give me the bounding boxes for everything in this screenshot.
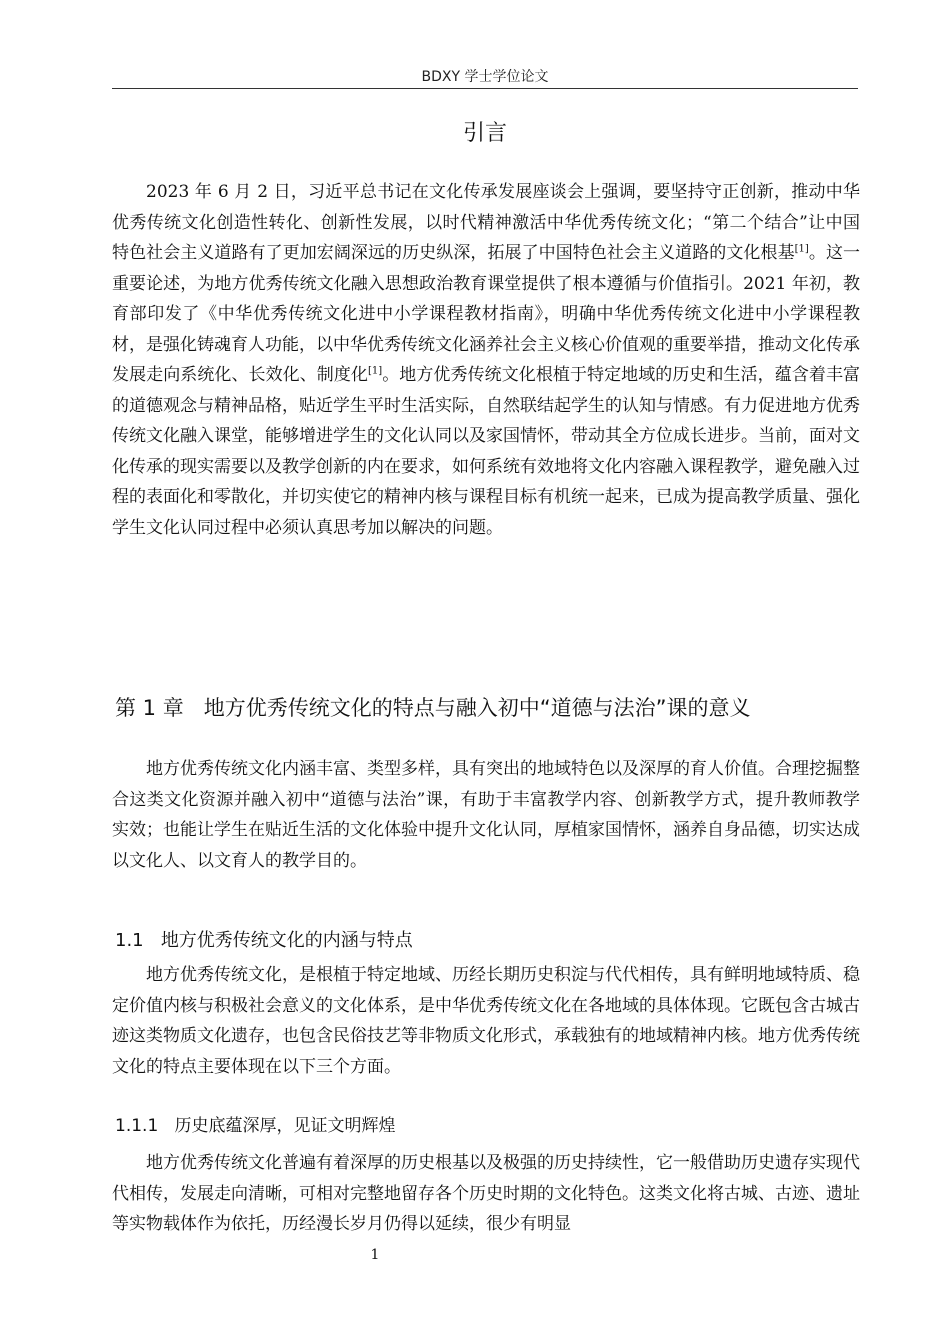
intro-paragraph: [112, 177, 860, 543]
running-header: BDXY 学士学位论文: [421, 69, 549, 85]
section-number: 1.1: [115, 930, 144, 951]
subsection-number: 1.1.1: [115, 1116, 159, 1136]
citation-ref: [1]: [794, 243, 809, 255]
citation-ref: [1]: [368, 365, 383, 377]
subsection-heading: [115, 1111, 815, 1136]
page-number: 1: [370, 1247, 380, 1263]
intro-title: 引言: [462, 121, 507, 146]
section-paragraph: 地方优秀传统文化，是根植于特定地域、历经长期历史积淀与代代相传，具有鲜明地域特质、稳定价值内核与积极社会意义的文化体系，是中华优秀传统文化在各地域的具体体现。它既包含古城古迹这类物质文化遗存，也包含民俗技艺等非物质文化形式，承载独有的地域精神内核。地方优秀传统文化的特点主要体现在以下三个方面。: [112, 965, 860, 1077]
chapter-heading: [115, 692, 875, 722]
intro-text-part-1: 2023 年 6 月 2 日，习近平总书记在文化传承发展座谈会上强调，要坚持守正创新，推动中华优秀传统文化创造性转化、创新性发展，以时代精神激活中华优秀传统文化；“第二个结合”让中国特色社会主义道路有了更加宏阔深远的历史纵深，拓展了中国特色社会主义道路的文化根基: [112, 182, 860, 263]
section-title: 地方优秀传统文化的内涵与特点: [160, 930, 413, 951]
chapter-title: 地方优秀传统文化的特点与融入初中“道德与法治”课的意义: [203, 696, 751, 720]
subsection-paragraph: 地方优秀传统文化普遍有着深厚的历史根基以及极强的历史持续性，它一般借助历史遗存实现代代相传，发展走向清晰，可相对完整地留存各个历史时期的文化特色。这类文化将古城、古迹、遗址等实物载体作为依托，历经漫长岁月仍得以延续，很少有明显: [112, 1153, 860, 1234]
chapter-intro-paragraph: 地方优秀传统文化内涵丰富、类型多样，具有突出的地域特色以及深厚的育人价值。合理挖掘整合这类文化资源并融入初中“道德与法治”课，有助于丰富教学内容、创新教学方式，提升教师教学实效；也能让学生在贴近生活的文化体验中提升文化认同，厚植家国情怀，涵养自身品德，切实达成以文化人、以文育人的教学目的。: [112, 759, 860, 871]
chapter-number: 第 1 章: [115, 696, 184, 720]
intro-text-part-2: 。这一重要论述，为地方优秀传统文化融入思想政治教育课堂提供了根本遵循与价值指引。2021 年初，教育部印发了《中华优秀传统文化进中小学课程教材指南》，明确中华优秀传统文化进中小学课程教材，是强化铸魂育人功能，以中华优秀传统文化涵养社会主义核心价值观的重要举措，推动文化传承发展走向系统化、长效化、制度化: [112, 243, 861, 385]
section-heading: [115, 926, 815, 952]
intro-text-part-3: 。地方优秀传统文化根植于特定地域的历史和生活，蕴含着丰富的道德观念与精神品格，贴近学生平时生活实际，自然联结起学生的认知与情感。有力促进地方优秀传统文化融入课堂，能够增进学生的文化认同以及家国情怀，带动其全方位成长进步。当前，面对文化传承的现实需要以及教学创新的内在要求，如何系统有效地将文化内容融入课程教学，避免融入过程的表面化和零散化，并切实使它的精神内核与课程目标有机统一起来，已成为提高教学质量、强化学生文化认同过程中必须认真思考加以解决的问题。: [112, 365, 861, 538]
subsection-title: 历史底蕴深厚，见证文明辉煌: [174, 1116, 396, 1136]
header-rule: [112, 88, 858, 89]
